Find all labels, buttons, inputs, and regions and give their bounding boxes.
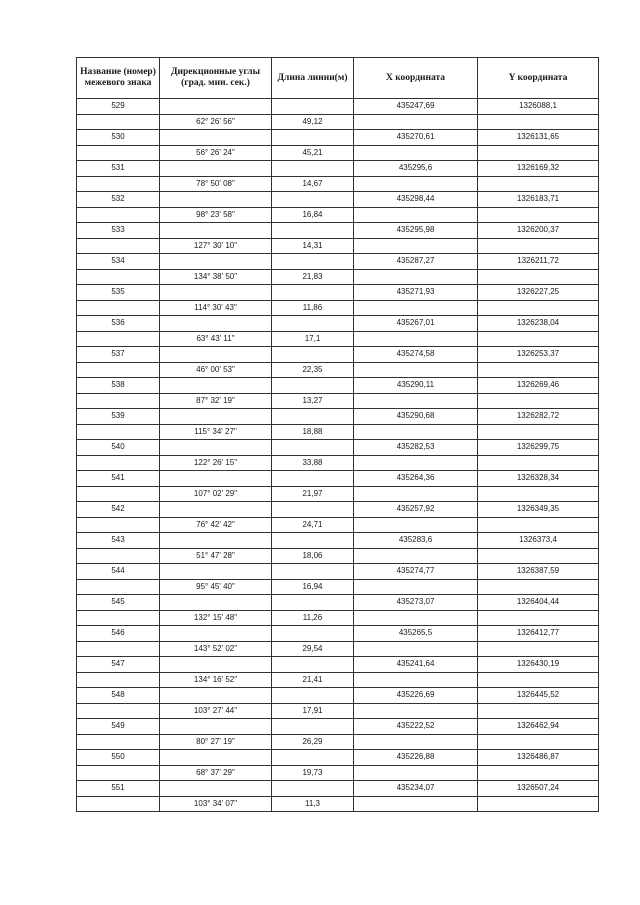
empty-name-cell xyxy=(77,455,160,471)
direction-angle: 46° 00' 53" xyxy=(160,362,272,378)
empty-x-cell xyxy=(354,238,478,254)
y-coordinate: 1326404,44 xyxy=(478,595,599,611)
empty-x-cell xyxy=(354,424,478,440)
line-length: 11,3 xyxy=(272,796,354,812)
x-coordinate: 435274,77 xyxy=(354,564,478,580)
empty-length-cell xyxy=(272,347,354,363)
empty-y-cell xyxy=(478,362,599,378)
empty-angle-cell xyxy=(160,626,272,642)
empty-length-cell xyxy=(272,657,354,673)
empty-length-cell xyxy=(272,688,354,704)
empty-name-cell xyxy=(77,579,160,595)
empty-x-cell xyxy=(354,517,478,533)
x-coordinate: 435234,07 xyxy=(354,781,478,797)
line-length: 17,1 xyxy=(272,331,354,347)
empty-angle-cell xyxy=(160,192,272,208)
point-row xyxy=(77,750,599,766)
segment-row xyxy=(77,393,599,409)
empty-length-cell xyxy=(272,378,354,394)
segment-row xyxy=(77,486,599,502)
empty-angle-cell xyxy=(160,533,272,549)
empty-angle-cell xyxy=(160,719,272,735)
header-y-coordinate: Y координата xyxy=(478,58,599,99)
point-row xyxy=(77,409,599,425)
empty-x-cell xyxy=(354,486,478,502)
point-name: 535 xyxy=(77,285,160,301)
empty-length-cell xyxy=(272,440,354,456)
y-coordinate: 1326430,19 xyxy=(478,657,599,673)
empty-angle-cell xyxy=(160,781,272,797)
empty-x-cell xyxy=(354,331,478,347)
x-coordinate: 435241,64 xyxy=(354,657,478,673)
y-coordinate: 1326169,32 xyxy=(478,161,599,177)
empty-name-cell xyxy=(77,114,160,130)
y-coordinate: 1326200,37 xyxy=(478,223,599,239)
point-row xyxy=(77,254,599,270)
point-row xyxy=(77,781,599,797)
empty-length-cell xyxy=(272,161,354,177)
empty-name-cell xyxy=(77,424,160,440)
direction-angle: 127° 30' 10" xyxy=(160,238,272,254)
point-row xyxy=(77,130,599,146)
point-name: 536 xyxy=(77,316,160,332)
empty-length-cell xyxy=(272,471,354,487)
y-coordinate: 1326328,34 xyxy=(478,471,599,487)
segment-row xyxy=(77,672,599,688)
empty-y-cell xyxy=(478,703,599,719)
empty-length-cell xyxy=(272,533,354,549)
x-coordinate: 435247,69 xyxy=(354,99,478,115)
line-length: 49,12 xyxy=(272,114,354,130)
segment-row xyxy=(77,424,599,440)
empty-x-cell xyxy=(354,765,478,781)
line-length: 24,71 xyxy=(272,517,354,533)
y-coordinate: 1326253,37 xyxy=(478,347,599,363)
direction-angle: 87° 32' 19" xyxy=(160,393,272,409)
point-row xyxy=(77,626,599,642)
direction-angle: 107° 02' 29" xyxy=(160,486,272,502)
line-length: 11,86 xyxy=(272,300,354,316)
point-row xyxy=(77,192,599,208)
empty-length-cell xyxy=(272,564,354,580)
empty-y-cell xyxy=(478,548,599,564)
line-length: 13,27 xyxy=(272,393,354,409)
point-name: 537 xyxy=(77,347,160,363)
empty-angle-cell xyxy=(160,688,272,704)
point-row xyxy=(77,99,599,115)
empty-angle-cell xyxy=(160,254,272,270)
x-coordinate: 435271,93 xyxy=(354,285,478,301)
direction-angle: 134° 16' 52" xyxy=(160,672,272,688)
empty-x-cell xyxy=(354,734,478,750)
y-coordinate: 1326238,04 xyxy=(478,316,599,332)
x-coordinate: 435274,58 xyxy=(354,347,478,363)
direction-angle: 62° 26' 56" xyxy=(160,114,272,130)
point-name: 539 xyxy=(77,409,160,425)
x-coordinate: 435290,11 xyxy=(354,378,478,394)
empty-name-cell xyxy=(77,610,160,626)
direction-angle: 132° 15' 48" xyxy=(160,610,272,626)
empty-x-cell xyxy=(354,641,478,657)
empty-name-cell xyxy=(77,145,160,161)
empty-x-cell xyxy=(354,548,478,564)
point-name: 546 xyxy=(77,626,160,642)
segment-row xyxy=(77,455,599,471)
direction-angle: 115° 34' 27" xyxy=(160,424,272,440)
line-length: 16,94 xyxy=(272,579,354,595)
direction-angle: 134° 38' 50" xyxy=(160,269,272,285)
segment-row xyxy=(77,703,599,719)
y-coordinate: 1326282,72 xyxy=(478,409,599,425)
line-length: 21,83 xyxy=(272,269,354,285)
x-coordinate: 435267,01 xyxy=(354,316,478,332)
direction-angle: 68° 37' 29" xyxy=(160,765,272,781)
empty-x-cell xyxy=(354,672,478,688)
y-coordinate: 1326131,65 xyxy=(478,130,599,146)
empty-angle-cell xyxy=(160,223,272,239)
empty-x-cell xyxy=(354,176,478,192)
empty-y-cell xyxy=(478,331,599,347)
y-coordinate: 1326462,94 xyxy=(478,719,599,735)
empty-angle-cell xyxy=(160,750,272,766)
empty-name-cell xyxy=(77,269,160,285)
header-point-name: Название (номер) межевого знака xyxy=(77,58,160,99)
y-coordinate: 1326507,24 xyxy=(478,781,599,797)
empty-angle-cell xyxy=(160,657,272,673)
line-length: 21,97 xyxy=(272,486,354,502)
empty-x-cell xyxy=(354,362,478,378)
empty-length-cell xyxy=(272,99,354,115)
point-name: 538 xyxy=(77,378,160,394)
segment-row xyxy=(77,114,599,130)
empty-x-cell xyxy=(354,207,478,223)
empty-length-cell xyxy=(272,130,354,146)
direction-angle: 103° 27' 44" xyxy=(160,703,272,719)
segment-row xyxy=(77,269,599,285)
point-name: 531 xyxy=(77,161,160,177)
segment-row xyxy=(77,548,599,564)
empty-name-cell xyxy=(77,300,160,316)
point-row xyxy=(77,533,599,549)
empty-y-cell xyxy=(478,579,599,595)
empty-name-cell xyxy=(77,796,160,812)
empty-x-cell xyxy=(354,300,478,316)
empty-x-cell xyxy=(354,455,478,471)
segment-row xyxy=(77,796,599,812)
header-row xyxy=(77,58,599,99)
x-coordinate: 435287,27 xyxy=(354,254,478,270)
empty-angle-cell xyxy=(160,378,272,394)
point-row xyxy=(77,285,599,301)
empty-y-cell xyxy=(478,424,599,440)
empty-x-cell xyxy=(354,269,478,285)
empty-x-cell xyxy=(354,114,478,130)
x-coordinate: 435257,92 xyxy=(354,502,478,518)
x-coordinate: 435265,5 xyxy=(354,626,478,642)
empty-length-cell xyxy=(272,285,354,301)
segment-row xyxy=(77,362,599,378)
segment-row xyxy=(77,331,599,347)
empty-length-cell xyxy=(272,626,354,642)
line-length: 22,35 xyxy=(272,362,354,378)
empty-angle-cell xyxy=(160,161,272,177)
direction-angle: 98° 23' 58" xyxy=(160,207,272,223)
empty-y-cell xyxy=(478,269,599,285)
empty-y-cell xyxy=(478,672,599,688)
y-coordinate: 1326227,25 xyxy=(478,285,599,301)
x-coordinate: 435264,36 xyxy=(354,471,478,487)
empty-angle-cell xyxy=(160,409,272,425)
x-coordinate: 435270,61 xyxy=(354,130,478,146)
line-length: 19,73 xyxy=(272,765,354,781)
y-coordinate: 1326349,35 xyxy=(478,502,599,518)
empty-angle-cell xyxy=(160,564,272,580)
x-coordinate: 435273,07 xyxy=(354,595,478,611)
point-row xyxy=(77,657,599,673)
point-row xyxy=(77,223,599,239)
point-name: 547 xyxy=(77,657,160,673)
x-coordinate: 435283,6 xyxy=(354,533,478,549)
empty-length-cell xyxy=(272,316,354,332)
line-length: 16,84 xyxy=(272,207,354,223)
point-row xyxy=(77,378,599,394)
direction-angle: 63° 43' 11" xyxy=(160,331,272,347)
empty-angle-cell xyxy=(160,316,272,332)
direction-angle: 143° 52' 02" xyxy=(160,641,272,657)
empty-name-cell xyxy=(77,703,160,719)
empty-angle-cell xyxy=(160,99,272,115)
segment-row xyxy=(77,176,599,192)
segment-row xyxy=(77,765,599,781)
point-row xyxy=(77,440,599,456)
empty-length-cell xyxy=(272,192,354,208)
empty-y-cell xyxy=(478,176,599,192)
empty-x-cell xyxy=(354,610,478,626)
y-coordinate: 1326211,72 xyxy=(478,254,599,270)
segment-row xyxy=(77,207,599,223)
empty-y-cell xyxy=(478,393,599,409)
x-coordinate: 435226,88 xyxy=(354,750,478,766)
x-coordinate: 435226,69 xyxy=(354,688,478,704)
empty-name-cell xyxy=(77,207,160,223)
empty-x-cell xyxy=(354,579,478,595)
y-coordinate: 1326183,71 xyxy=(478,192,599,208)
empty-y-cell xyxy=(478,486,599,502)
point-row xyxy=(77,564,599,580)
point-row xyxy=(77,161,599,177)
empty-angle-cell xyxy=(160,595,272,611)
y-coordinate: 1326387,59 xyxy=(478,564,599,580)
line-length: 14,67 xyxy=(272,176,354,192)
direction-angle: 122° 26' 15" xyxy=(160,455,272,471)
empty-angle-cell xyxy=(160,130,272,146)
point-name: 533 xyxy=(77,223,160,239)
empty-x-cell xyxy=(354,393,478,409)
point-row xyxy=(77,316,599,332)
empty-angle-cell xyxy=(160,347,272,363)
point-name: 545 xyxy=(77,595,160,611)
line-length: 29,54 xyxy=(272,641,354,657)
segment-row xyxy=(77,300,599,316)
empty-angle-cell xyxy=(160,285,272,301)
empty-name-cell xyxy=(77,517,160,533)
empty-name-cell xyxy=(77,486,160,502)
table-body xyxy=(77,99,599,812)
line-length: 33,88 xyxy=(272,455,354,471)
empty-name-cell xyxy=(77,672,160,688)
point-name: 541 xyxy=(77,471,160,487)
y-coordinate: 1326445,52 xyxy=(478,688,599,704)
x-coordinate: 435298,44 xyxy=(354,192,478,208)
point-row xyxy=(77,688,599,704)
direction-angle: 51° 47' 28" xyxy=(160,548,272,564)
empty-y-cell xyxy=(478,796,599,812)
empty-length-cell xyxy=(272,502,354,518)
line-length: 45,21 xyxy=(272,145,354,161)
direction-angle: 78° 50' 08" xyxy=(160,176,272,192)
segment-row xyxy=(77,734,599,750)
empty-length-cell xyxy=(272,254,354,270)
y-coordinate: 1326412,77 xyxy=(478,626,599,642)
empty-y-cell xyxy=(478,238,599,254)
direction-angle: 56° 26' 24" xyxy=(160,145,272,161)
empty-length-cell xyxy=(272,750,354,766)
empty-name-cell xyxy=(77,548,160,564)
empty-length-cell xyxy=(272,595,354,611)
x-coordinate: 435222,52 xyxy=(354,719,478,735)
line-length: 21,41 xyxy=(272,672,354,688)
empty-y-cell xyxy=(478,610,599,626)
point-name: 548 xyxy=(77,688,160,704)
empty-y-cell xyxy=(478,641,599,657)
y-coordinate: 1326269,46 xyxy=(478,378,599,394)
segment-row xyxy=(77,145,599,161)
point-row xyxy=(77,347,599,363)
point-name: 530 xyxy=(77,130,160,146)
empty-name-cell xyxy=(77,734,160,750)
boundary-coordinates-table xyxy=(76,57,599,812)
line-length: 14,31 xyxy=(272,238,354,254)
point-name: 529 xyxy=(77,99,160,115)
direction-angle: 95° 45' 40" xyxy=(160,579,272,595)
point-name: 540 xyxy=(77,440,160,456)
point-name: 534 xyxy=(77,254,160,270)
empty-angle-cell xyxy=(160,440,272,456)
empty-length-cell xyxy=(272,781,354,797)
empty-y-cell xyxy=(478,517,599,533)
direction-angle: 103° 34' 07" xyxy=(160,796,272,812)
empty-name-cell xyxy=(77,393,160,409)
empty-name-cell xyxy=(77,765,160,781)
empty-y-cell xyxy=(478,114,599,130)
empty-angle-cell xyxy=(160,502,272,518)
empty-name-cell xyxy=(77,362,160,378)
empty-name-cell xyxy=(77,238,160,254)
line-length: 18,06 xyxy=(272,548,354,564)
x-coordinate: 435290,68 xyxy=(354,409,478,425)
y-coordinate: 1326299,75 xyxy=(478,440,599,456)
empty-y-cell xyxy=(478,300,599,316)
segment-row xyxy=(77,579,599,595)
point-row xyxy=(77,719,599,735)
x-coordinate: 435295,6 xyxy=(354,161,478,177)
empty-x-cell xyxy=(354,703,478,719)
empty-length-cell xyxy=(272,223,354,239)
empty-length-cell xyxy=(272,719,354,735)
direction-angle: 76° 42' 42" xyxy=(160,517,272,533)
point-row xyxy=(77,471,599,487)
point-name: 549 xyxy=(77,719,160,735)
line-length: 17,91 xyxy=(272,703,354,719)
point-name: 542 xyxy=(77,502,160,518)
segment-row xyxy=(77,238,599,254)
direction-angle: 80° 27' 19" xyxy=(160,734,272,750)
empty-angle-cell xyxy=(160,471,272,487)
empty-length-cell xyxy=(272,409,354,425)
y-coordinate: 1326088,1 xyxy=(478,99,599,115)
segment-row xyxy=(77,610,599,626)
line-length: 18,88 xyxy=(272,424,354,440)
line-length: 26,29 xyxy=(272,734,354,750)
empty-y-cell xyxy=(478,207,599,223)
y-coordinate: 1326373,4 xyxy=(478,533,599,549)
point-name: 544 xyxy=(77,564,160,580)
point-row xyxy=(77,595,599,611)
empty-y-cell xyxy=(478,455,599,471)
line-length: 11,26 xyxy=(272,610,354,626)
header-x-coordinate: X координата xyxy=(354,58,478,99)
direction-angle: 114° 30' 43" xyxy=(160,300,272,316)
empty-name-cell xyxy=(77,331,160,347)
empty-y-cell xyxy=(478,734,599,750)
y-coordinate: 1326486,87 xyxy=(478,750,599,766)
empty-y-cell xyxy=(478,765,599,781)
empty-x-cell xyxy=(354,796,478,812)
empty-y-cell xyxy=(478,145,599,161)
segment-row xyxy=(77,517,599,533)
empty-name-cell xyxy=(77,641,160,657)
header-direction-angle: Дирекционные углы (град. мин. сек.) xyxy=(160,58,272,99)
empty-x-cell xyxy=(354,145,478,161)
point-name: 543 xyxy=(77,533,160,549)
point-name: 532 xyxy=(77,192,160,208)
empty-name-cell xyxy=(77,176,160,192)
segment-row xyxy=(77,641,599,657)
point-name: 550 xyxy=(77,750,160,766)
point-name: 551 xyxy=(77,781,160,797)
point-row xyxy=(77,502,599,518)
x-coordinate: 435282,53 xyxy=(354,440,478,456)
x-coordinate: 435295,98 xyxy=(354,223,478,239)
header-line-length: Длина линии(м) xyxy=(272,58,354,99)
